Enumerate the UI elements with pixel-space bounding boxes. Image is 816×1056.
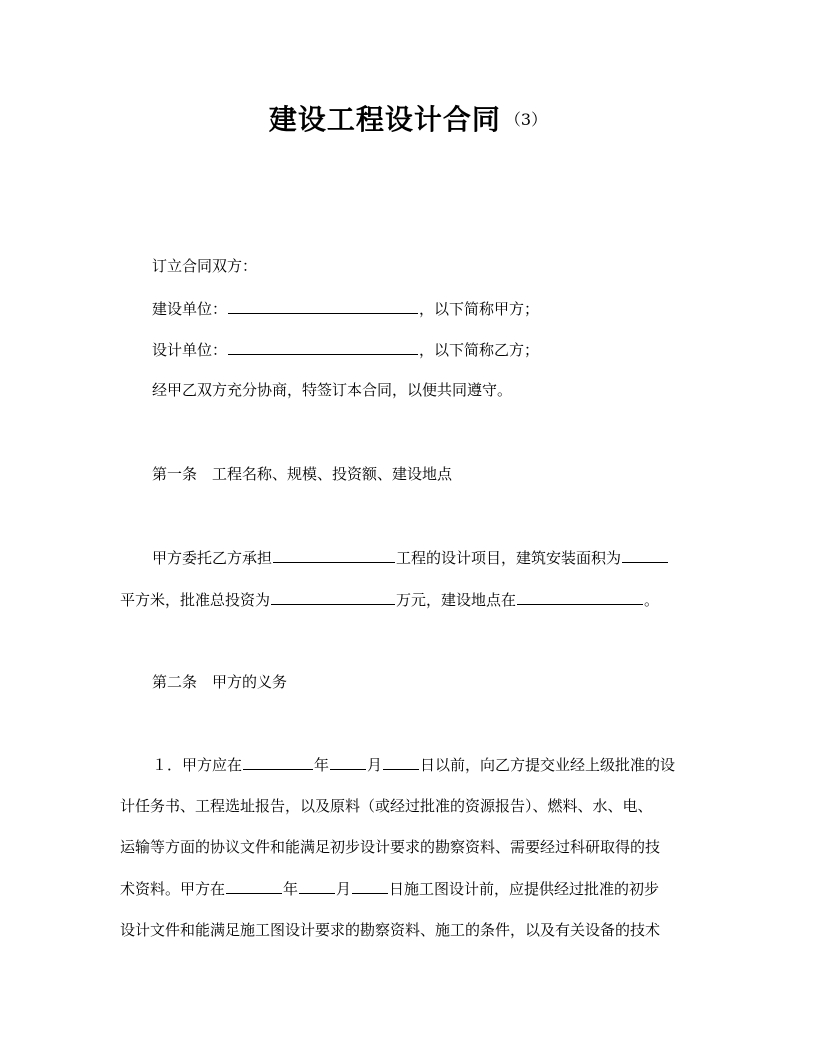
article-2-p1-line-3: 运输等方面的协议文件和能满足初步设计要求的勘察资料、需要经过科研取得的技 [120,838,661,856]
article-2-p1-line-5: 设计文件和能满足施工图设计要求的勘察资料、施工的条件，以及有关设备的技术 [120,921,661,939]
article-1-text-c: 平方米，批准总投资为 [120,591,271,609]
article-1-line-2 [120,589,659,610]
design-unit-line [152,339,539,360]
construction-unit-line [152,298,539,319]
month-blank-1[interactable] [330,754,366,770]
construction-unit-blank[interactable] [228,298,418,314]
article-2-text-c: 术资料。甲方在 [120,880,226,898]
location-blank[interactable] [517,589,643,605]
investment-blank[interactable] [271,589,395,605]
month-label-1: 月 [367,756,383,774]
year-label-2: 年 [283,880,299,898]
agreement-text: 经甲乙双方充分协商，特签订本合同，以便共同遵守。 [152,381,513,399]
design-unit-blank[interactable] [228,339,418,355]
article-1-text-b: 工程的设计项目，建筑安装面积为 [396,549,622,567]
article-2-p1-line-2: 计任务书、工程选址报告，以及原料（或经过批准的资源报告）、燃料、水、电、 [120,797,653,815]
construction-unit-label: 建设单位： [152,300,228,318]
title-main: 建设工程设计合同 [268,103,501,136]
design-unit-suffix: ，以下简称乙方； [419,341,540,359]
article-1-text-a: 甲方委托乙方承担 [152,549,273,567]
article-2-text-d: 日施工图设计前，应提供经过批准的初步 [389,880,660,898]
year-blank-1[interactable] [243,754,313,770]
construction-unit-suffix: ，以下简称甲方； [419,300,540,318]
article-2-p1-line-4 [120,878,659,899]
article-2-text-b: 日以前，向乙方提交业经上级批准的设 [420,756,676,774]
project-name-blank[interactable] [273,547,395,563]
month-blank-2[interactable] [299,878,335,894]
article-2-heading: 第二条 甲方的义务 [152,673,288,691]
area-blank[interactable] [622,547,668,563]
year-blank-2[interactable] [226,878,282,894]
article-1-text-e: 。 [644,591,660,609]
year-label-1: 年 [314,756,330,774]
title-sub: （3） [504,110,548,129]
article-1-line-1 [152,547,669,568]
document-title [0,98,816,138]
design-unit-label: 设计单位： [152,341,228,359]
article-2-p1-line-1 [152,754,675,775]
day-blank-2[interactable] [352,878,388,894]
article-1-heading: 第一条 工程名称、规模、投资额、建设地点 [152,465,453,483]
month-label-2: 月 [336,880,352,898]
article-1-text-d: 万元，建设地点在 [396,591,517,609]
day-blank-1[interactable] [383,754,419,770]
article-2-text-a: １．甲方应在 [152,756,243,774]
parties-heading: 订立合同双方： [152,257,258,275]
